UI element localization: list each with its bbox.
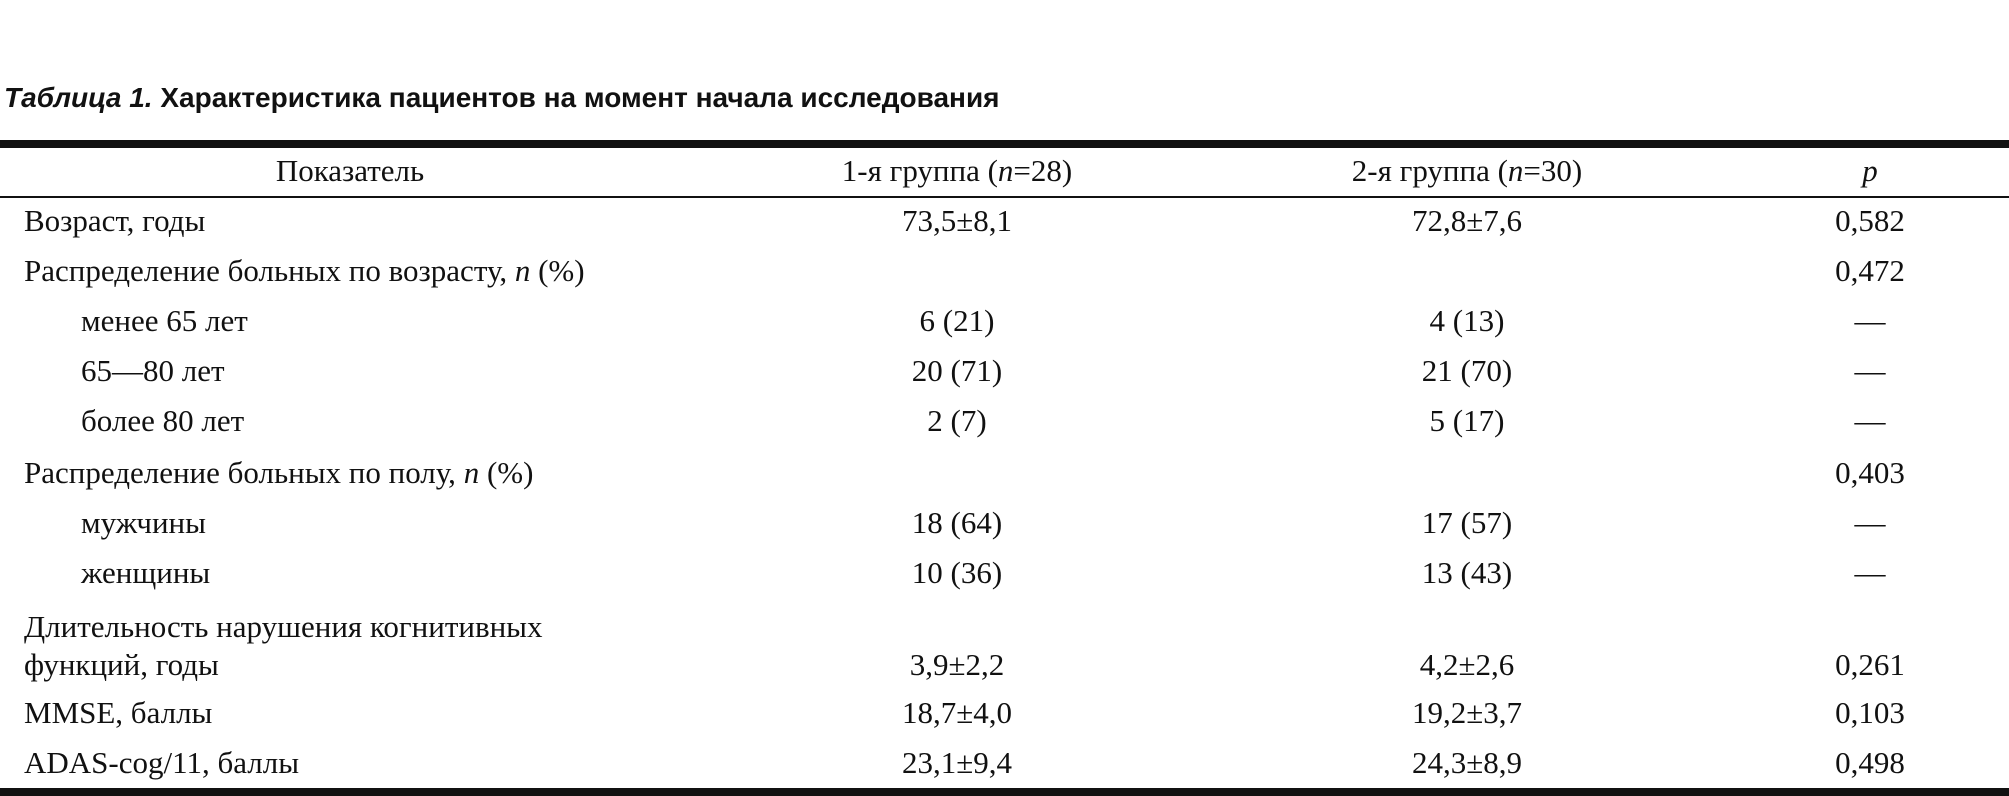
header-group-2 <box>1267 153 1667 189</box>
row-group-2-value: 5 (17) <box>1429 403 1505 438</box>
row-label: ADAS-cog/11, баллы <box>24 745 300 780</box>
row-group-2-value: 21 (70) <box>1421 353 1513 388</box>
row-group-2-value: 17 (57) <box>1421 505 1513 540</box>
row-group-1-value: 2 (7) <box>927 403 987 438</box>
row-sublabel: 65—80 лет <box>81 353 225 388</box>
row-group-1-value: 18,7±4,0 <box>901 695 1012 730</box>
table-top-rule <box>0 140 2009 148</box>
row-group-2-value: 72,8±7,6 <box>1411 203 1522 238</box>
table-title: Характеристика пациентов на момент начала исследования <box>160 82 1000 113</box>
row-sublabel: менее 65 лет <box>81 303 248 338</box>
row-group-2-value: 19,2±3,7 <box>1411 695 1522 730</box>
row-group-1-value: 18 (64) <box>911 505 1003 540</box>
header-group-1-n: n <box>997 153 1014 188</box>
table-caption <box>4 82 1000 114</box>
row-p-value: — <box>1854 303 1886 338</box>
row-p-value: — <box>1854 403 1886 438</box>
row-p-value: 0,582 <box>1835 203 1905 238</box>
row-group-1-value: 23,1±9,4 <box>901 745 1012 780</box>
row-group-1-value: 73,5±8,1 <box>901 203 1012 238</box>
row-label-suffix: (%) <box>530 253 585 288</box>
table-header-rule <box>0 196 2009 198</box>
row-p-value: — <box>1854 555 1886 590</box>
row-p-value: 0,498 <box>1835 745 1905 780</box>
row-p-value: — <box>1854 353 1886 388</box>
row-group-2-value: 13 (43) <box>1421 555 1513 590</box>
row-label <box>24 253 585 289</box>
row-group-1-value: 10 (36) <box>911 555 1003 590</box>
table-bottom-rule <box>0 788 2009 796</box>
row-label: MMSE, баллы <box>24 695 213 730</box>
row-label-line-2: функций, годы <box>24 647 219 682</box>
row-label-text: Распределение больных по полу, <box>24 455 464 490</box>
row-label-text: Распределение больных по возрасту, <box>24 253 515 288</box>
row-p-value: — <box>1854 505 1886 540</box>
row-p-value: 0,103 <box>1835 695 1905 730</box>
header-group-1-prefix: 1-я группа ( <box>841 153 998 188</box>
header-group-1 <box>757 153 1157 189</box>
row-sublabel: мужчины <box>81 505 206 540</box>
header-group-2-suffix: =30) <box>1523 153 1583 188</box>
row-p-value: 0,472 <box>1835 253 1905 288</box>
row-group-1-value: 6 (21) <box>919 303 995 338</box>
row-label <box>24 455 533 491</box>
table-number: Таблица 1. <box>4 82 153 113</box>
header-p-value: p <box>1862 153 1878 188</box>
row-sublabel: женщины <box>81 555 211 590</box>
row-label-suffix: (%) <box>479 455 534 490</box>
header-indicator: Показатель <box>275 153 425 188</box>
row-label-n: n <box>514 253 531 288</box>
row-label-n: n <box>463 455 480 490</box>
row-group-2-value: 24,3±8,9 <box>1411 745 1522 780</box>
row-p-value: 0,403 <box>1835 455 1905 490</box>
row-sublabel: более 80 лет <box>81 403 245 438</box>
header-group-2-prefix: 2-я группа ( <box>1351 153 1508 188</box>
row-group-2-value: 4 (13) <box>1429 303 1505 338</box>
header-group-2-n: n <box>1507 153 1524 188</box>
row-group-1-value: 20 (71) <box>911 353 1003 388</box>
header-group-1-suffix: =28) <box>1013 153 1073 188</box>
row-p-value: 0,261 <box>1835 647 1905 682</box>
row-label: Возраст, годы <box>24 203 206 238</box>
row-group-1-value: 3,9±2,2 <box>909 647 1005 682</box>
row-group-2-value: 4,2±2,6 <box>1419 647 1515 682</box>
row-label-line-1: Длительность нарушения когнитивных <box>24 609 543 644</box>
